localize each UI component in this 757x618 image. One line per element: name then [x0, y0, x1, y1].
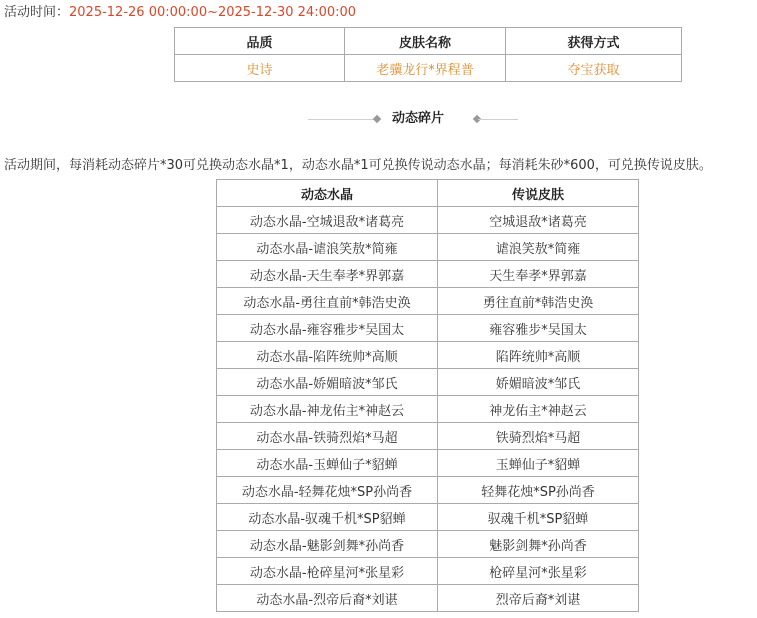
skin-obtain-method-cell: 夺宝获取	[506, 55, 682, 82]
table-row	[217, 315, 639, 342]
table-row	[217, 396, 639, 423]
crystal-cell: 动态水晶-勇往直前*韩浩史涣	[217, 288, 438, 315]
table-row	[217, 288, 639, 315]
exchange-table	[216, 179, 639, 612]
legend-skin-cell: 空城退敌*诸葛亮	[438, 207, 639, 234]
crystal-cell: 动态水晶-轻舞花烛*SP孙尚香	[217, 477, 438, 504]
crystal-cell: 动态水晶-娇媚暗波*邹氏	[217, 369, 438, 396]
skin-name-cell: 老骥龙行*界程普	[345, 55, 506, 82]
table-row	[217, 369, 639, 396]
crystal-cell: 动态水晶-魅影剑舞*孙尚香	[217, 531, 438, 558]
legend-skin-cell: 雍容雅步*吴国太	[438, 315, 639, 342]
table-row	[217, 234, 639, 261]
legend-skin-cell: 神龙佑主*神赵云	[438, 396, 639, 423]
legend-skin-cell: 铁骑烈焰*马超	[438, 423, 639, 450]
section-divider-left	[308, 119, 376, 120]
section-title-text: 动态碎片	[392, 111, 445, 126]
skin-table-header-quality: 品质	[175, 28, 345, 55]
legend-skin-cell: 枪碎星河*张星彩	[438, 558, 639, 585]
crystal-cell: 动态水晶-神龙佑主*神赵云	[217, 396, 438, 423]
exchange-table-header-legend-skin: 传说皮肤	[438, 180, 639, 207]
table-row	[175, 55, 682, 82]
crystal-cell: 动态水晶-铁骑烈焰*马超	[217, 423, 438, 450]
exchange-table-header-crystal: 动态水晶	[217, 180, 438, 207]
section-title	[300, 108, 500, 130]
legend-skin-cell: 轻舞花烛*SP孙尚香	[438, 477, 639, 504]
table-row	[217, 558, 639, 585]
crystal-cell: 动态水晶-天生奉孝*界郭嘉	[217, 261, 438, 288]
skin-table-header-row	[175, 28, 682, 55]
skin-table-header-obtain-method: 获得方式	[506, 28, 682, 55]
legend-skin-cell: 烈帝后裔*刘谌	[438, 585, 639, 612]
legend-skin-cell: 勇往直前*韩浩史涣	[438, 288, 639, 315]
legend-skin-cell: 魅影剑舞*孙尚香	[438, 531, 639, 558]
legend-skin-cell: 娇媚暗波*邹氏	[438, 369, 639, 396]
event-time-value: 2025-12-26 00:00:00~2025-12-30 24:00:00	[69, 5, 357, 20]
table-row	[217, 477, 639, 504]
table-row	[217, 261, 639, 288]
crystal-cell: 动态水晶-玉蝉仙子*貂蝉	[217, 450, 438, 477]
table-row	[217, 450, 639, 477]
table-row	[217, 423, 639, 450]
table-row	[217, 207, 639, 234]
legend-skin-cell: 天生奉孝*界郭嘉	[438, 261, 639, 288]
table-row	[217, 342, 639, 369]
skin-table-header-skin-name: 皮肤名称	[345, 28, 506, 55]
event-time-label: 活动时间：	[4, 5, 70, 20]
crystal-cell: 动态水晶-雍容雅步*吴国太	[217, 315, 438, 342]
exchange-description: 活动期间，每消耗动态碎片*30可兑换动态水晶*1，动态水晶*1可兑换传说动态水晶；每消耗朱砂*600，可兑换传说皮肤。	[4, 158, 712, 173]
diamond-icon	[373, 115, 381, 123]
table-row	[217, 531, 639, 558]
exchange-table-header-row	[217, 180, 639, 207]
legend-skin-cell: 谑浪笑敖*简雍	[438, 234, 639, 261]
crystal-cell: 动态水晶-空城退敌*诸葛亮	[217, 207, 438, 234]
crystal-cell: 动态水晶-陷阵统帅*高顺	[217, 342, 438, 369]
legend-skin-cell: 驭魂千机*SP貂蝉	[438, 504, 639, 531]
skin-quality-cell: 史诗	[175, 55, 345, 82]
crystal-cell: 动态水晶-谑浪笑敖*简雍	[217, 234, 438, 261]
skin-table	[174, 27, 682, 82]
section-divider-right	[478, 119, 518, 120]
crystal-cell: 动态水晶-枪碎星河*张星彩	[217, 558, 438, 585]
table-row	[217, 585, 639, 612]
table-row	[217, 504, 639, 531]
crystal-cell: 动态水晶-驭魂千机*SP貂蝉	[217, 504, 438, 531]
crystal-cell: 动态水晶-烈帝后裔*刘谌	[217, 585, 438, 612]
legend-skin-cell: 陷阵统帅*高顺	[438, 342, 639, 369]
event-time	[4, 4, 356, 22]
legend-skin-cell: 玉蝉仙子*貂蝉	[438, 450, 639, 477]
